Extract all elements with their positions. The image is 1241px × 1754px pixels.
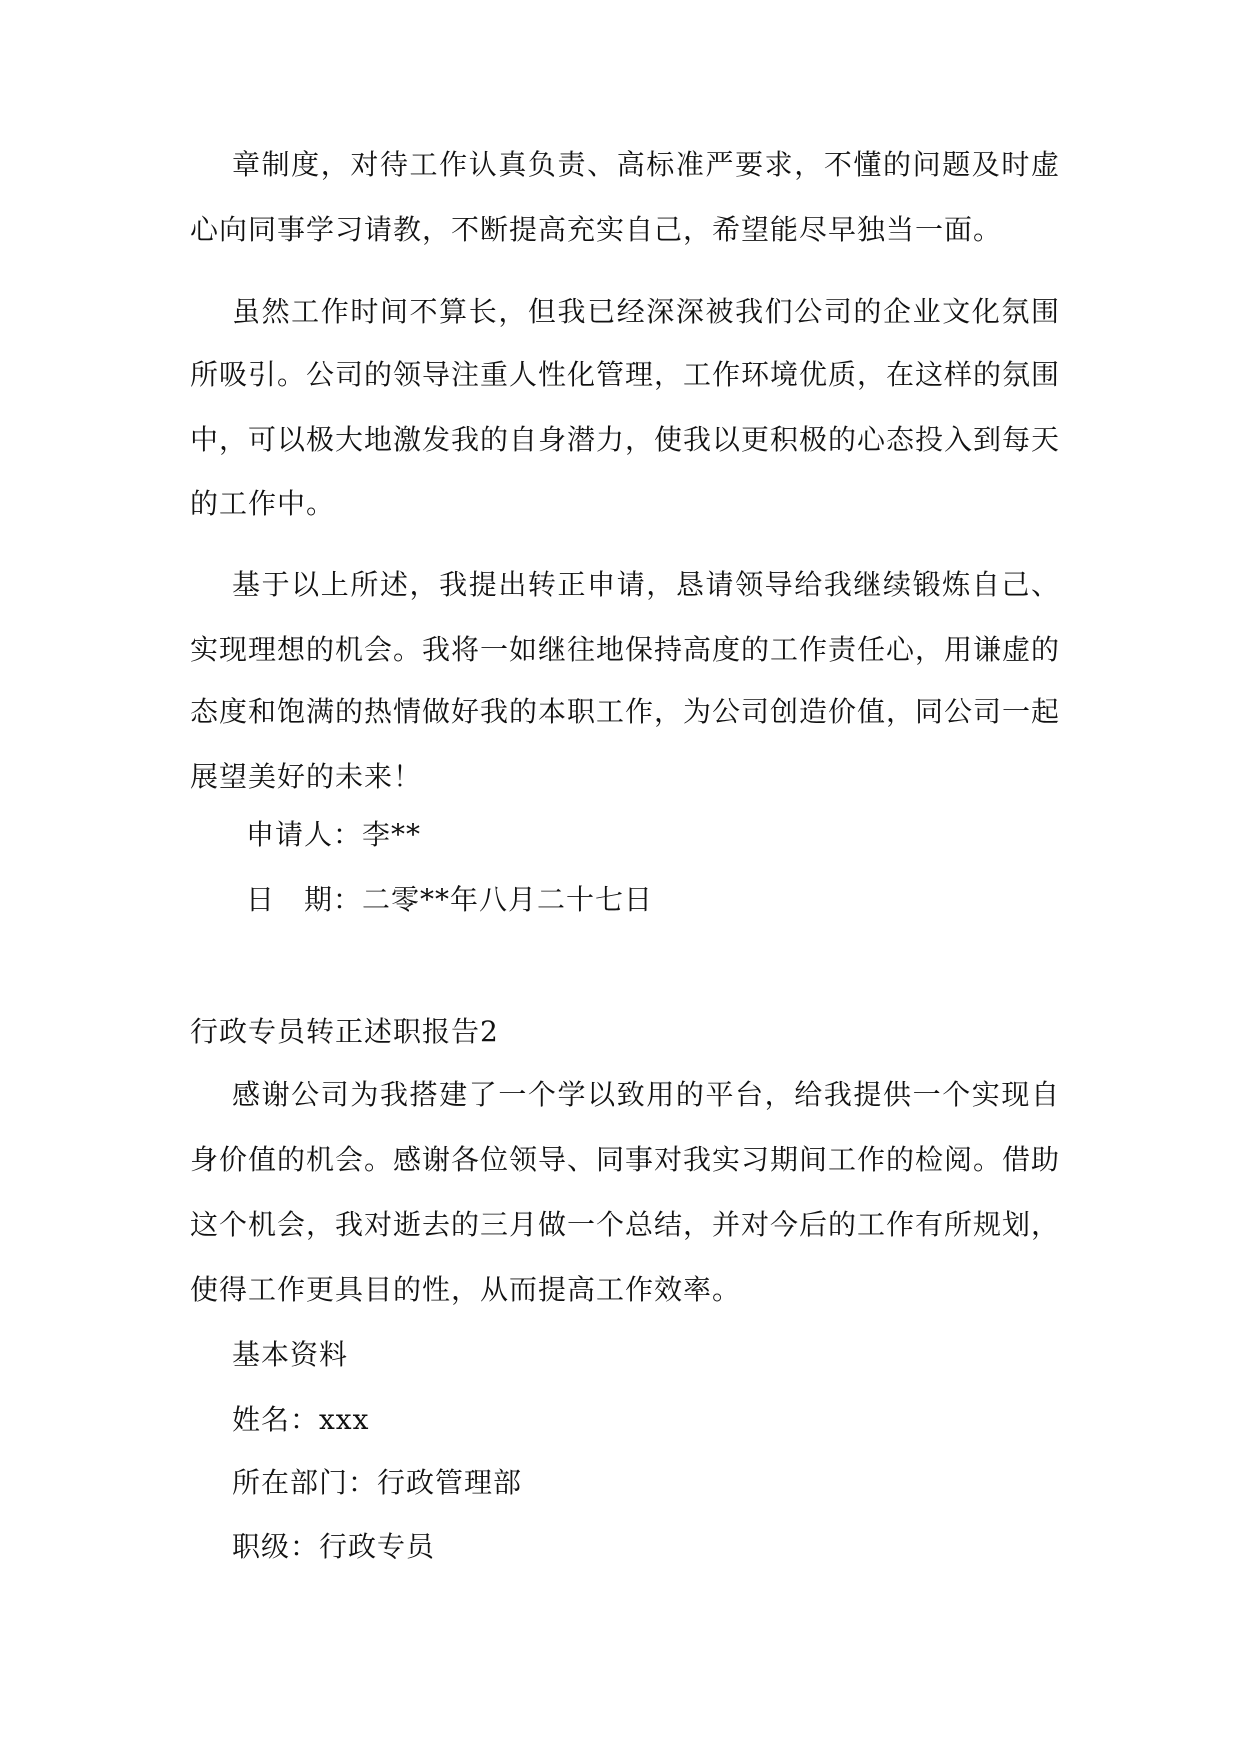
paragraph-line: 态度和饱满的热情做好我的本职工作，为公司创造价值，同公司一起	[190, 695, 1061, 728]
paragraph-line: 展望美好的未来！	[190, 760, 423, 793]
paragraph-line: 这个机会，我对逝去的三月做一个总结，并对今后的工作有所规划，	[190, 1208, 1061, 1241]
name-field: 姓名：xxx	[232, 1403, 370, 1436]
paragraph-line: 心向同事学习请教，不断提高充实自己，希望能尽早独当一面。	[190, 213, 1003, 246]
paragraph-line: 使得工作更具目的性，从而提高工作效率。	[190, 1273, 742, 1306]
department-field: 所在部门：行政管理部	[232, 1466, 523, 1499]
application-date: 日 期：二零**年八月二十七日	[246, 883, 654, 916]
paragraph-line: 所吸引。公司的领导注重人性化管理，工作环境优质，在这样的氛围	[190, 358, 1061, 391]
section-title: 行政专员转正述职报告2	[190, 1015, 499, 1048]
applicant-signature: 申请人：李**	[246, 818, 422, 851]
paragraph-line: 中，可以极大地激发我的自身潜力，使我以更积极的心态投入到每天	[190, 423, 1061, 456]
rank-field: 职级：行政专员	[232, 1530, 436, 1563]
paragraph-line: 感谢公司为我搭建了一个学以致用的平台，给我提供一个实现自	[232, 1078, 1060, 1111]
paragraph-line: 身价值的机会。感谢各位领导、同事对我实习期间工作的检阅。借助	[190, 1143, 1061, 1176]
basic-info-heading: 基本资料	[232, 1338, 349, 1371]
paragraph-line: 虽然工作时间不算长，但我已经深深被我们公司的企业文化氛围	[232, 295, 1060, 328]
paragraph-line: 基于以上所述，我提出转正申请，恳请领导给我继续锻炼自己、	[232, 568, 1060, 601]
paragraph-line: 的工作中。	[190, 487, 336, 520]
paragraph-line: 实现理想的机会。我将一如继往地保持高度的工作责任心，用谦虚的	[190, 633, 1061, 666]
paragraph-line: 章制度，对待工作认真负责、高标准严要求，不懂的问题及时虚	[232, 148, 1060, 181]
